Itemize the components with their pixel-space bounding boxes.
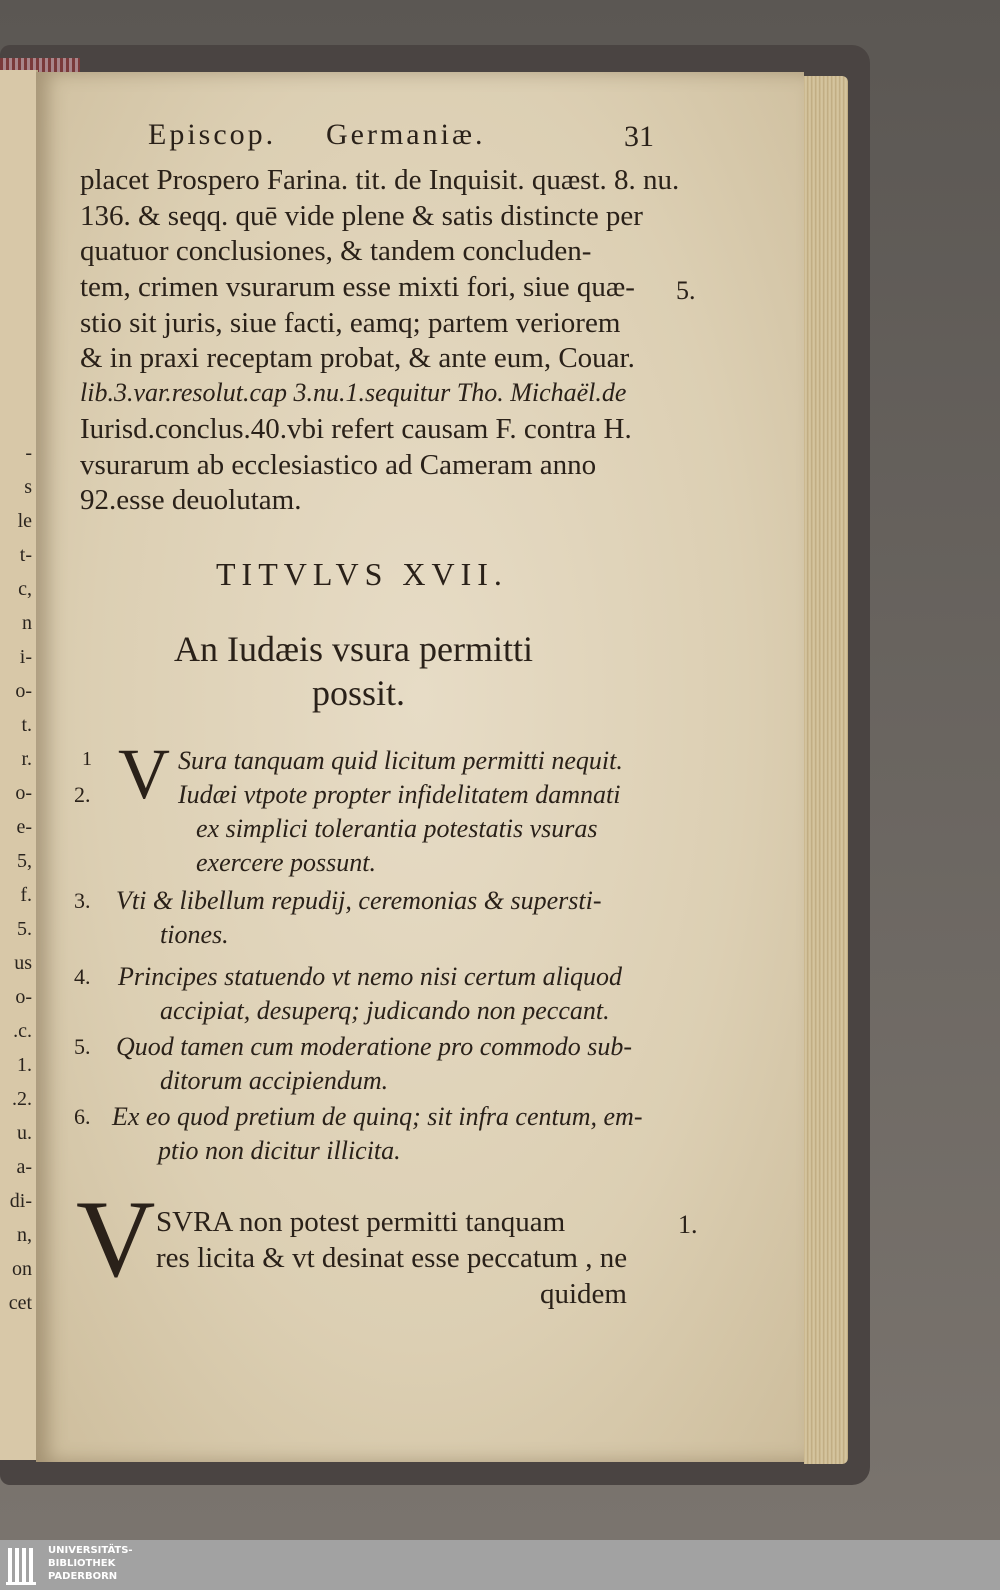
left-page-fragment: .2. <box>12 1088 32 1110</box>
left-page-fragment: 1. <box>17 1054 32 1076</box>
summary-number: 2. <box>74 782 91 807</box>
left-page-fragment: o- <box>15 680 32 702</box>
summary-number: 4. <box>74 964 91 989</box>
left-page-fragment: s <box>24 476 32 498</box>
left-page-fragment: o- <box>15 986 32 1008</box>
main-initial: V <box>76 1178 156 1300</box>
library-footer <box>0 1540 1000 1590</box>
summary-line: Quod tamen cum moderatione pro commodo sub- <box>116 1032 633 1061</box>
library-logo-icon <box>6 1544 40 1586</box>
left-page-fragment: le <box>17 510 32 532</box>
summary-line: ptio non dicitur illicita. <box>158 1136 401 1165</box>
left-page-fragment: o- <box>15 782 32 804</box>
page-fore-edge <box>804 76 848 1464</box>
text-line: 92.esse deuolutam. <box>80 484 302 516</box>
left-page-fragment: u. <box>17 1122 32 1144</box>
library-name: UNIVERSITÄTS- BIBLIOTHEK PADERBORN <box>48 1545 133 1582</box>
summary-line: Iudæi vtpote propter infidelitatem damnati <box>178 780 621 809</box>
left-page-fragment: cet <box>8 1292 32 1314</box>
summary-line: accipiat, desuperq; judicando non peccant. <box>160 996 610 1025</box>
left-page-fragment: .c. <box>13 1020 32 1042</box>
summary-number: 6. <box>74 1104 91 1129</box>
summary-initial: V <box>118 734 170 814</box>
summary-line: ditorum accipiendum. <box>160 1066 389 1095</box>
margin-note: 1. <box>678 1210 698 1239</box>
summary-line: Vti & libellum repudij, ceremonias & supersti- <box>116 886 602 915</box>
left-page-fragment: a- <box>16 1156 32 1178</box>
text-line: lib.3.var.resolut.cap 3.nu.1.sequitur Tho. Michaël.de <box>80 378 627 407</box>
book-page <box>36 72 804 1462</box>
left-page-fragment: c, <box>18 578 32 600</box>
left-page-fragment: 5, <box>17 850 32 872</box>
left-page-fragment: t. <box>21 714 32 736</box>
summary-line: Principes statuendo vt nemo nisi certum aliquod <box>118 962 623 991</box>
left-page-fragment: n <box>22 612 32 634</box>
text-line: vsurarum ab ecclesiastico ad Cameram anno <box>80 449 597 481</box>
margin-note: 5. <box>676 276 696 305</box>
summary-line: exercere possunt. <box>196 848 377 877</box>
left-page-fragment: r. <box>21 748 32 770</box>
text-line: placet Prospero Farina. tit. de Inquisit. quæst. 8. nu. <box>80 164 680 196</box>
section-subtitle-line1: An Iudæis vsura permitti <box>174 629 533 669</box>
text-line: 136. & seqq. quē vide plene & satis distincte per <box>80 200 643 232</box>
left-page-fragment: us <box>14 952 32 974</box>
summary-line: Sura tanquam quid licitum permitti nequit. <box>178 746 623 775</box>
summary-line: Ex eo quod pretium de quinq; sit infra centum, em- <box>112 1102 643 1131</box>
page-number: 31 <box>624 120 654 153</box>
running-head-left: Episcop. <box>148 118 277 151</box>
left-page-fragment: i- <box>19 646 32 668</box>
section-title: TITVLVS XVII. <box>216 556 508 592</box>
left-page-fragment: 5. <box>17 918 32 940</box>
summary-number: 3. <box>74 888 91 913</box>
left-page-fragment: t- <box>19 544 32 566</box>
summary-number: 1 <box>82 748 92 770</box>
left-page-fragment: f. <box>20 884 32 906</box>
main-text-line: SVRA non potest permitti tanquam <box>156 1206 566 1238</box>
left-page-fragment: di- <box>9 1190 32 1212</box>
text-line: Iurisd.conclus.40.vbi refert causam F. contra H. <box>80 413 632 445</box>
section-subtitle-line2: possit. <box>312 673 406 713</box>
text-line: tem, crimen vsurarum esse mixti fori, siue quæ- <box>80 271 635 303</box>
main-text-line: res licita & vt desinat esse peccatum , ne <box>156 1242 628 1274</box>
left-page-edge <box>0 70 38 1460</box>
left-page-fragment: on <box>12 1258 32 1280</box>
text-line: & in praxi receptam probat, & ante eum, Couar. <box>80 342 635 374</box>
text-line: stio sit juris, siue facti, eamq; partem veriorem <box>80 307 621 339</box>
summary-line: tiones. <box>160 920 229 949</box>
left-page-fragment: n, <box>17 1224 32 1246</box>
catchword: quidem <box>540 1278 627 1310</box>
left-page-fragment: - <box>25 442 32 464</box>
summary-number: 5. <box>74 1034 91 1059</box>
text-line: quatuor conclusiones, & tandem concluden- <box>80 235 592 267</box>
summary-line: ex simplici tolerantia potestatis vsuras <box>196 814 598 843</box>
left-page-fragment: e- <box>16 816 32 838</box>
running-head-right: Germaniæ. <box>326 118 486 151</box>
